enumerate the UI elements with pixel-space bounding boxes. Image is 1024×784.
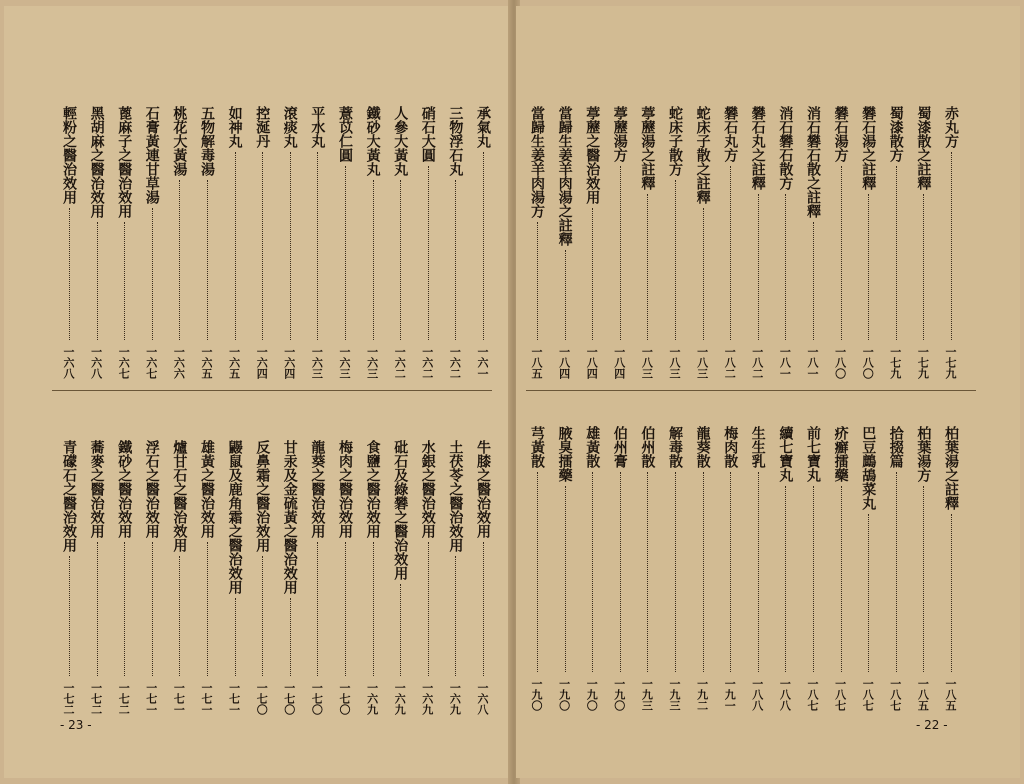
toc-entry-page: 一六一 [476,346,489,379]
toc-entry-title: 蕎麥之醫治效用 [88,440,105,538]
toc-entry-title: 當歸生姜羊肉湯方 [529,106,545,218]
toc-entry-title: 柏葉湯方 [915,426,932,482]
toc-entry-page: 一八五 [916,678,930,711]
toc-leader-dots [290,598,291,676]
toc-entry-title: 土茯苓之醫治效用 [447,440,464,552]
toc-leader-dots [207,180,208,340]
toc-entry-title: 蓖麻子之醫治效用 [116,106,133,218]
toc-entry-title: 疥癬擂藥 [832,426,849,482]
toc-leader-dots [620,472,621,672]
toc-entry-title: 滾痰丸 [281,106,298,148]
toc-entry-page: 一七〇 [310,682,324,715]
toc-entry-page: 一八三 [668,346,681,379]
toc-entry-title: 雄黃散 [584,426,601,468]
page-number-left: - 23 - [60,718,92,732]
toc-leader-dots [428,166,429,340]
toc-entry-title: 承氣丸 [475,106,491,148]
section-rule [526,390,976,391]
toc-leader-dots [647,194,648,340]
toc-leader-dots [785,486,786,672]
toc-entry-page: 一九〇 [612,678,626,711]
toc-entry-page: 一七一 [227,682,241,715]
toc-leader-dots [868,514,869,672]
toc-entry-page: 一八七 [833,678,847,711]
toc-entry-title: 三物浮石丸 [447,106,464,176]
toc-leader-dots [841,166,842,340]
toc-entry-title: 礬石湯方 [832,106,849,162]
toc-entry-title: 蜀漆散方 [887,106,904,162]
toc-leader-dots [951,514,952,672]
toc-leader-dots [675,180,676,340]
toc-leader-dots [951,152,952,340]
toc-leader-dots [896,166,897,340]
toc-entry-page: 一六四 [255,346,269,379]
toc-leader-dots [896,472,897,672]
toc-entry-title: 巴豆鷓鴣菜丸 [860,426,877,510]
toc-leader-dots [483,542,484,676]
toc-entry-page: 一六三 [338,346,351,379]
toc-entry-page: 一八二 [750,346,764,379]
toc-leader-dots [592,208,593,340]
toc-entry-title: 人參大黃丸 [392,106,409,176]
toc-leader-dots [730,166,731,340]
toc-leader-dots [207,542,208,676]
toc-leader-dots [841,486,842,672]
toc-entry-page: 一八四 [585,346,599,379]
toc-leader-dots [290,152,291,340]
toc-entry-title: 輕粉之醫治效用 [61,106,77,204]
page-number-right: - 22 - [916,718,948,732]
toc-entry-page: 一七〇 [338,682,351,715]
toc-entry-title: 鐵砂之醫治效用 [116,440,133,538]
toc-entry-page: 一六三 [310,346,324,379]
toc-entry-title: 硝石大圓 [419,106,436,162]
toc-entry-page: 一六九 [448,682,462,715]
toc-leader-dots [124,542,125,676]
toc-leader-dots [923,194,924,340]
toc-entry-page: 一八一 [806,346,819,379]
toc-leader-dots [179,180,180,340]
toc-entry-title: 牛膝之醫治效用 [475,440,491,538]
toc-entry-title: 龍葵之醫治效用 [309,440,326,538]
toc-leader-dots [868,194,869,340]
toc-entry-page: 一七九 [944,346,957,379]
toc-leader-dots [235,598,236,676]
toc-leader-dots [483,152,484,340]
toc-entry-title: 葶藶湯之註釋 [639,106,656,190]
toc-entry-title: 伯州散 [639,426,656,468]
toc-entry-title: 雄黃之醫治效用 [199,440,215,538]
toc-entry-title: 桃花大黃湯 [171,106,188,176]
toc-leader-dots [592,472,593,672]
toc-leader-dots [262,152,263,340]
toc-entry-page: 一七二 [62,682,75,715]
toc-entry-page: 一六八 [89,346,103,379]
toc-leader-dots [400,180,401,340]
toc-leader-dots [455,180,456,340]
toc-leader-dots [345,166,346,340]
toc-entry-page: 一八七 [888,678,902,711]
toc-entry-title: 柏葉湯之註釋 [943,426,959,510]
section-rule [52,390,492,391]
toc-entry-page: 一八四 [557,346,571,379]
toc-entry-page: 一七一 [200,682,213,715]
toc-entry-page: 一六五 [200,346,213,379]
toc-entry-page: 一九一 [723,678,737,711]
toc-leader-dots [537,222,538,340]
toc-leader-dots [428,542,429,676]
toc-entry-page: 一七〇 [255,682,269,715]
toc-entry-title: 鐵砂大黃丸 [364,106,381,176]
toc-entry-page: 一六九 [420,682,434,715]
toc-entry-title: 梅肉散 [722,426,739,468]
toc-entry-page: 一八七 [861,678,875,711]
toc-leader-dots [703,208,704,340]
toc-entry-page: 一八二 [723,346,737,379]
toc-entry-title: 如神丸 [226,106,243,148]
toc-entry-title: 青礞石之醫治效用 [61,440,77,552]
toc-entry-page: 一六八 [62,346,75,379]
toc-entry-page: 一七九 [916,346,930,379]
toc-leader-dots [97,542,98,676]
toc-entry-title: 黑胡麻之醫治效用 [88,106,105,218]
toc-entry-page: 一九三 [668,678,681,711]
toc-entry-title: 前七寶丸 [805,426,821,482]
toc-leader-dots [400,584,401,676]
toc-entry-page: 一八四 [612,346,626,379]
toc-leader-dots [373,180,374,340]
toc-entry-title: 薏苡仁圓 [337,106,353,162]
toc-entry-title: 消石礬石散之註釋 [805,106,821,218]
toc-leader-dots [69,208,70,340]
toc-entry-title: 控涎丹 [254,106,271,148]
toc-leader-dots [537,472,538,672]
toc-entry-page: 一六五 [227,346,241,379]
toc-leader-dots [373,542,374,676]
toc-leader-dots [317,152,318,340]
toc-entry-title: 浮石之醫治效用 [143,440,160,538]
toc-entry-page: 一七二 [89,682,103,715]
toc-entry-title: 水銀之醫治效用 [419,440,436,538]
toc-leader-dots [345,542,346,676]
toc-leader-dots [69,556,70,676]
toc-entry-title: 赤丸方 [943,106,959,148]
toc-leader-dots [785,194,786,340]
toc-entry-page: 一八三 [640,346,654,379]
toc-entry-title: 解毒散 [667,426,683,468]
toc-leader-dots [758,472,759,672]
toc-leader-dots [455,556,456,676]
toc-entry-title: 鼹鼠及鹿角霜之醫治效用 [226,440,243,594]
toc-entry-page: 一六六 [172,346,186,379]
toc-entry-title: 蛇床子散方 [667,106,683,176]
toc-entry-page: 一八七 [806,678,819,711]
toc-entry-page: 一六四 [282,346,296,379]
toc-entry-title: 礬石丸之註釋 [749,106,766,190]
toc-entry-title: 石膏黃連甘草湯 [143,106,160,204]
toc-entry-title: 平水丸 [309,106,326,148]
toc-entry-page: 一六八 [476,682,489,715]
toc-leader-dots [565,250,566,340]
toc-entry-title: 甘汞及金硫黃之醫治效用 [281,440,298,594]
toc-entry-page: 一六七 [117,346,131,379]
toc-entry-title: 消石礬石散方 [777,106,794,190]
toc-entry-page: 一六七 [144,346,158,379]
toc-entry-page: 一九二 [695,678,709,711]
toc-leader-dots [262,556,263,676]
toc-leader-dots [923,486,924,672]
toc-entry-page: 一八五 [944,678,957,711]
toc-entry-title: 葶藶之醫治效用 [584,106,601,204]
toc-leader-dots [730,472,731,672]
toc-entry-title: 食鹽之醫治效用 [364,440,381,538]
toc-entry-page: 一八八 [750,678,764,711]
toc-entry-page: 一七二 [117,682,131,715]
toc-leader-dots [152,542,153,676]
toc-entry-title: 當歸生姜羊肉湯之註釋 [556,106,573,246]
toc-leader-dots [620,166,621,340]
toc-entry-page: 一六二 [448,346,462,379]
toc-entry-title: 礬石丸方 [722,106,739,162]
toc-entry-title: 梅肉之醫治效用 [337,440,353,538]
toc-entry-page: 一六九 [365,682,379,715]
toc-entry-page: 一八三 [695,346,709,379]
toc-entry-page: 一八〇 [833,346,847,379]
toc-entry-page: 一六二 [393,346,407,379]
toc-leader-dots [565,486,566,672]
toc-entry-title: 爐甘石之醫治效用 [171,440,188,552]
toc-entry-title: 續七寶丸 [777,426,794,482]
toc-entry-title: 拾掇篇 [887,426,904,468]
toc-leader-dots [152,208,153,340]
toc-entry-title: 龍葵散 [694,426,711,468]
toc-leader-dots [813,486,814,672]
toc-entry-page: 一九〇 [530,678,543,711]
toc-entry-title: 反鼻霜之醫治效用 [254,440,271,552]
toc-entry-page: 一六二 [420,346,434,379]
toc-leader-dots [179,556,180,676]
toc-leader-dots [124,222,125,340]
toc-entry-page: 一七一 [172,682,186,715]
toc-leader-dots [235,152,236,340]
toc-entry-title: 五物解毒湯 [199,106,215,176]
toc-entry-title: 芎黃散 [529,426,545,468]
toc-entry-title: 礬石湯之註釋 [860,106,877,190]
toc-entry-title: 伯州膏 [611,426,628,468]
toc-leader-dots [97,222,98,340]
toc-entry-page: 一七一 [144,682,158,715]
toc-leader-dots [317,542,318,676]
toc-entry-page: 一六九 [393,682,407,715]
toc-entry-title: 蜀漆散之註釋 [915,106,932,190]
toc-leader-dots [703,472,704,672]
toc-entry-title: 蛇床子散之註釋 [694,106,711,204]
toc-entry-title: 生生乳 [749,426,766,468]
toc-leader-dots [675,472,676,672]
toc-entry-page: 一八八 [778,678,792,711]
toc-entry-page: 一六三 [365,346,379,379]
toc-entry-page: 一八一 [778,346,792,379]
toc-entry-page: 一八五 [530,346,543,379]
toc-leader-dots [758,194,759,340]
toc-entry-page: 一七九 [888,346,902,379]
toc-leader-dots [813,222,814,340]
toc-leader-dots [647,472,648,672]
toc-entry-title: 腋臭擂藥 [556,426,573,482]
toc-entry-page: 一九三 [640,678,654,711]
toc-entry-title: 葶藶湯方 [611,106,628,162]
toc-entry-title: 砒石及綠礬之醫治效用 [392,440,409,580]
toc-entry-page: 一七〇 [282,682,296,715]
toc-entry-page: 一九〇 [557,678,571,711]
right-page [516,6,1020,778]
toc-entry-page: 一九〇 [585,678,599,711]
toc-entry-page: 一八〇 [861,346,875,379]
left-page [4,6,512,778]
